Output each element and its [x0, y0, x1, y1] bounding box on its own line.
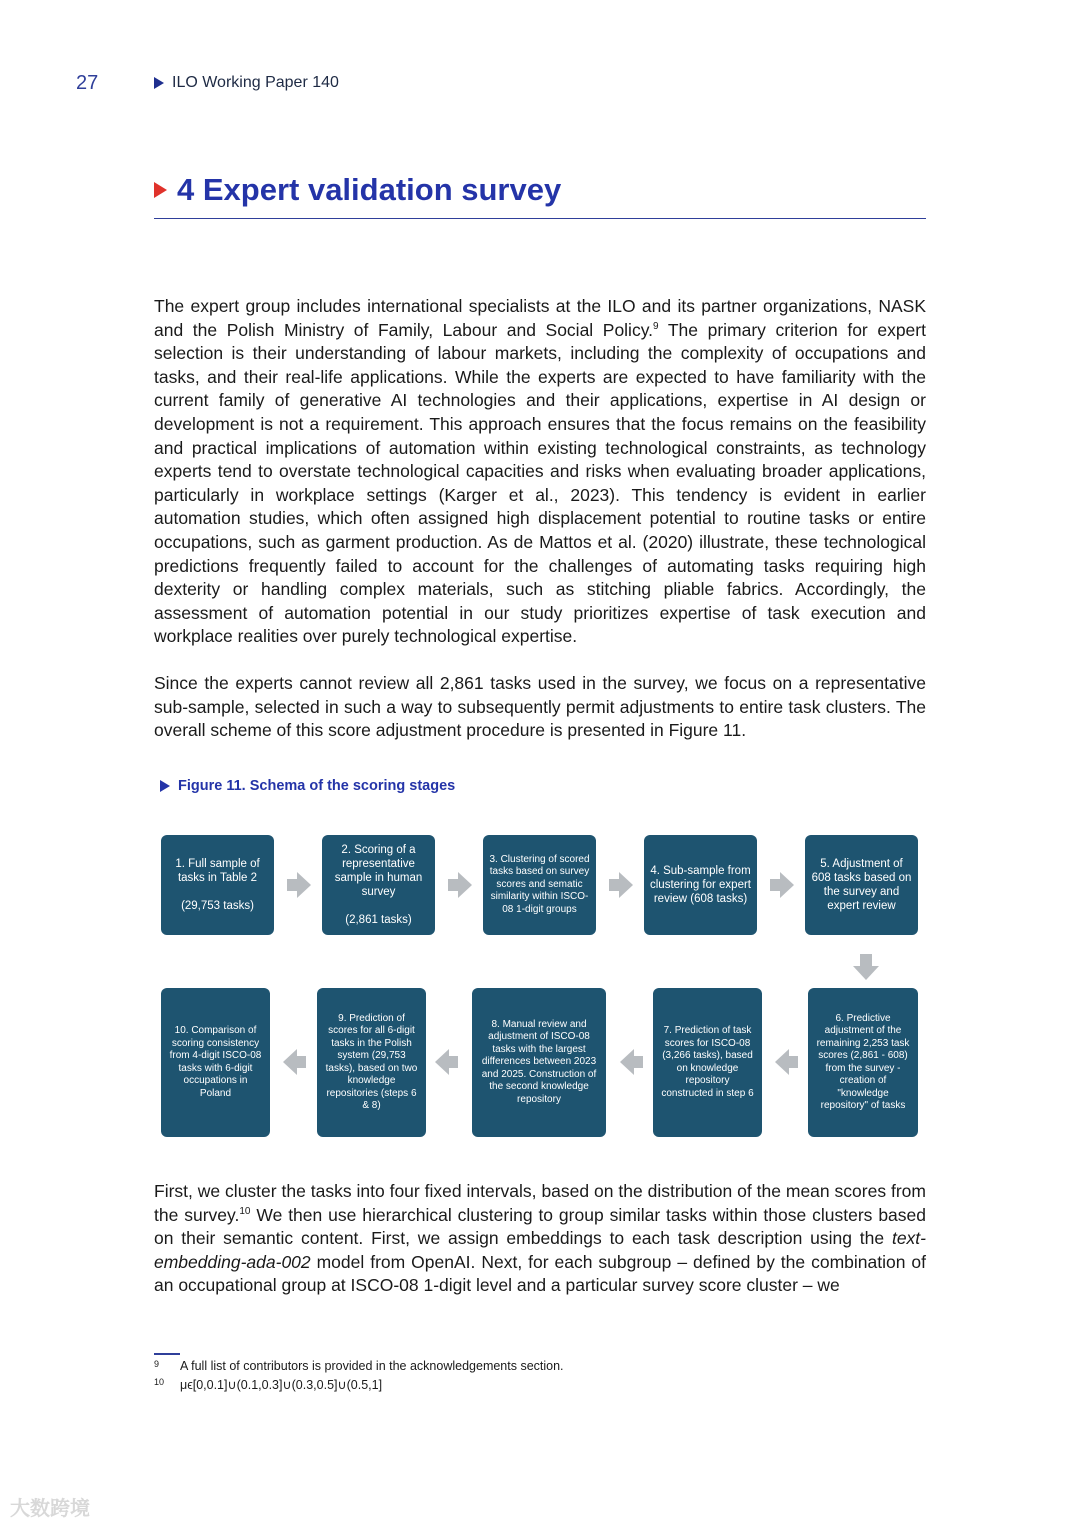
right-arrow-icon: [780, 872, 794, 898]
figure-caption-text: Figure 11. Schema of the scoring stages: [178, 778, 456, 794]
arrow-shaft: [287, 879, 297, 891]
arrow-shaft: [609, 879, 619, 891]
footnote-number: 9: [154, 1359, 160, 1369]
model-name: text-embedding-ada-002: [154, 1228, 926, 1272]
title-divider: [154, 218, 926, 219]
arrow-shaft: [789, 1056, 798, 1068]
section-title: [154, 172, 561, 208]
running-header-title: ILO Working Paper 140: [172, 74, 339, 91]
step-9-box: 9. Prediction of scores for all 6-digit tasks in the Polish system (29,753 tasks), based on two knowledge repositories (steps 6 & 8): [317, 988, 426, 1137]
figure-caption: [160, 778, 455, 794]
step-3-box: 3. Clustering of scored tasks based on survey scores and sematic similarity within ISCO-08 1-digit groups: [483, 835, 596, 935]
footnote-number: 10: [154, 1377, 165, 1387]
triangle-bullet-icon: [154, 77, 164, 89]
red-triangle-icon: [154, 182, 167, 198]
step-7-box: 7. Prediction of task scores for ISCO-08 (3,266 tasks), based on knowledge repository constructed in step 6: [653, 988, 762, 1137]
arrow-shaft: [860, 954, 872, 966]
paragraph-3-text-c: model from OpenAI. Next, for each subgroup – defined by the combination of an occupational group at ISCO-08 1-digit level and a particular survey score cluster – we: [154, 1251, 926, 1296]
paragraph-2: Since the experts cannot review all 2,861 tasks used in the survey, we focus on a representative sub-sample, selected in such a way to subsequently permit adjustments to entire task clusters. The overall scheme of this score adjustment procedure is presented in Figure 11.: [154, 673, 926, 741]
step-10-box: 10. Comparison of scoring consistency from 4-digit ISCO-08 tasks with 6-digit occupations in Poland: [161, 988, 270, 1137]
page-number: 27: [76, 72, 99, 94]
left-arrow-icon: [283, 1049, 297, 1075]
arrow-shaft: [770, 879, 780, 891]
left-arrow-icon: [620, 1049, 634, 1075]
left-arrow-icon: [775, 1049, 789, 1075]
footnote-text: μϵ[0,0.1]∪(0.1,0.3]∪(0.3,0.5]∪(0.5,1]: [180, 1378, 383, 1392]
step-1-box: 1. Full sample of tasks in Table 2 (29,753 tasks): [161, 835, 274, 935]
arrow-shaft: [449, 1056, 458, 1068]
section-title-text: 4 Expert validation survey: [177, 172, 562, 207]
step-6-box: 6. Predictive adjustment of the remaining 2,253 task scores (2,861 - 608) from the survey - creation of "knowledge repository" of tasks: [808, 988, 918, 1137]
right-arrow-icon: [619, 872, 633, 898]
footnote-ref-10[interactable]: 10: [239, 1205, 251, 1217]
paragraph-1-text-b: The primary criterion for expert selection is their understanding of labour markets, including the complexity of occupations and tasks, and their real-life applications. While the experts are expected to have familiarity with the current family of generative AI technologies and their applications, expertise in AI design or development is not a requirement. This approach ensures that the focus remains on the feasibility and practical implications of automation within existing technological constraints, as technology experts tend to overstate technological capacities and risks when evaluating broader applications, particularly in workplace settings (Karger et al., 2023). This tendency is evident in earlier automation studies, which often assigned high displacement potential to routine tasks or entire occupations, such as garment production. As de Mattos et al. (2020) illustrate, these technological predictions frequently failed to account for the challenges of automating tasks requiring high dexterity or handling complex materials, such as stitching pliable fabrics. Accordingly, the assessment of automation potential in our study prioritizes expertise of task execution and workplace realities over purely technological expertise.: [154, 319, 926, 647]
paragraph-3-text-b: We then use hierarchical clustering to group similar tasks within those clusters based on their semantic content. First, we assign embeddings to each task description using the: [154, 1204, 927, 1249]
right-arrow-icon: [297, 872, 311, 898]
paragraph-1-text-a: The expert group includes international specialists at the ILO and its partner organizations, NASK and the Polish Ministry of Family, Labour and Social Policy.: [154, 296, 926, 340]
paragraph-3-text-a: First, we cluster the tasks into four fixed intervals, based on the distribution of the mean scores from the survey.: [154, 1181, 926, 1225]
paragraph-1: [154, 295, 926, 649]
arrow-shaft: [634, 1056, 643, 1068]
step-5-box: 5. Adjustment of 608 tasks based on the survey and expert review: [805, 835, 918, 935]
arrow-shaft: [448, 879, 458, 891]
arrow-shaft: [297, 1056, 306, 1068]
footnote-divider: [154, 1353, 180, 1355]
step-4-box: 4. Sub-sample from clustering for expert review (608 tasks): [644, 835, 757, 935]
footnote-ref-9[interactable]: 9: [653, 320, 659, 332]
step-8-box: 8. Manual review and adjustment of ISCO-08 tasks with the largest differences between 2023 and 2025. Construction of the second knowledge repository: [472, 988, 606, 1137]
footnote-9: [154, 1359, 564, 1373]
footnote-text: A full list of contributors is provided in the acknowledgements section.: [180, 1359, 564, 1373]
footnote-10: [154, 1377, 382, 1392]
right-arrow-icon: [458, 872, 472, 898]
down-arrow-icon: [853, 966, 879, 980]
step-2-box: 2. Scoring of a representative sample in human survey (2,861 tasks): [322, 835, 435, 935]
triangle-bullet-icon: [160, 780, 170, 792]
left-arrow-icon: [435, 1049, 449, 1075]
scoring-stages-diagram: [154, 828, 926, 1148]
running-header: [154, 74, 339, 92]
watermark-logo: 大数跨境: [10, 1498, 90, 1520]
paragraph-3: [154, 1180, 926, 1298]
